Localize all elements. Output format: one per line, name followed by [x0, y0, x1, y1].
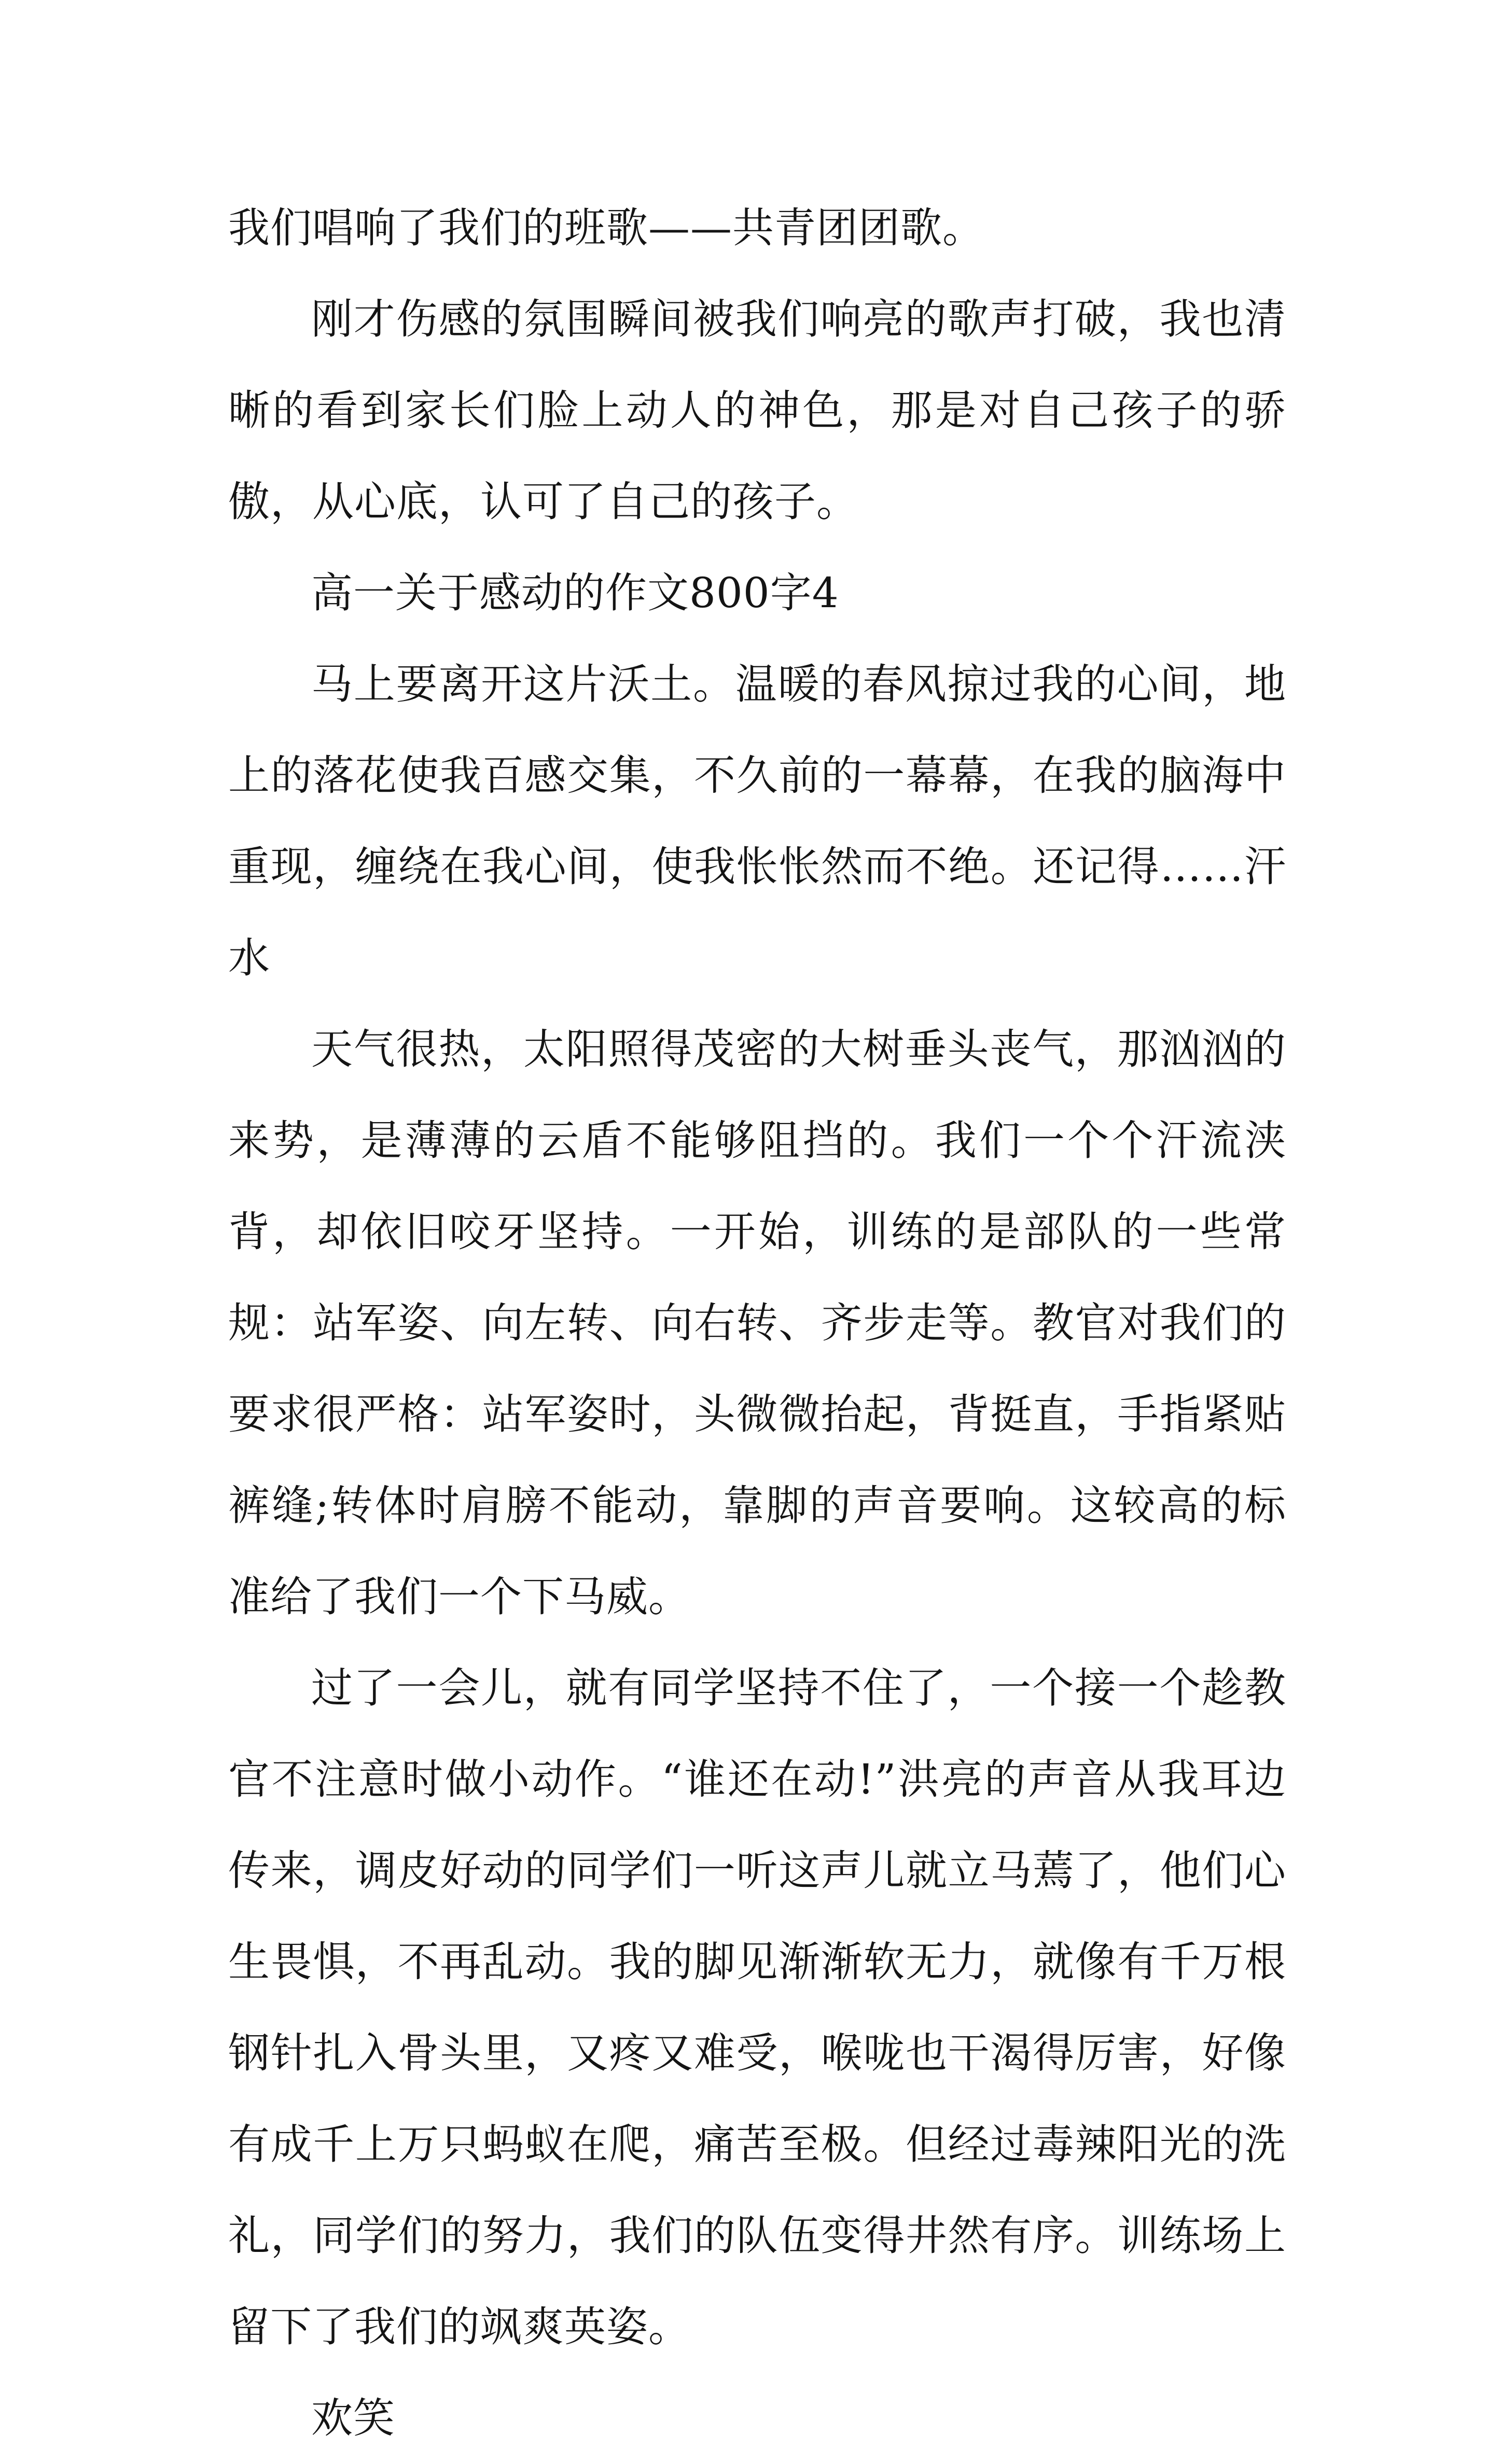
- paragraph-4: 天气很热，太阳照得茂密的大树垂头丧气，那汹汹的来势，是薄薄的云盾不能够阻挡的。我们一个个汗流浃背，却依旧咬牙坚持。一开始，训练的是部队的一些常规：站军姿、向左转、向右转、齐步走等。教官对我们的要求很严格：站军姿时，头微微抬起，背挺直，手指紧贴裤缝;转体时肩膀不能动，靠脚的声音要响。这较高的标准给了我们一个下马威。: [228, 1025, 1286, 1621]
- body-text: [228, 183, 1286, 2464]
- paragraph-1: 我们唱响了我们的班歌——共青团团歌。: [228, 204, 984, 252]
- paragraph-5: 过了一会儿，就有同学坚持不住了，一个接一个趁教官不注意时做小动作。“谁还在动!”洪亮的声音从我耳边传来，调皮好动的同学们一听这声儿就立马蔫了，他们心生畏惧，不再乱动。我的脚见渐渐软无力，就像有千万根钢针扎入骨头里，又疼又难受，喉咙也干渴得厉害，好像有成千上万只蚂蚁在爬，痛苦至极。但经过毒辣阳光的洗礼，同学们的努力，我们的队伍变得井然有序。训练场上留下了我们的飒爽英姿。: [228, 1664, 1286, 2351]
- paragraph-2: 刚才伤感的氛围瞬间被我们响亮的歌声打破，我也清晰的看到家长们脸上动人的神色，那是对自己孩子的骄傲，从心底，认可了自己的孩子。: [228, 295, 1286, 526]
- section-heading: 高一关于感动的作文800字4: [311, 569, 839, 617]
- paragraph-3: 马上要离开这片沃土。温暖的春风掠过我的心间，地上的落花使我百感交集，不久前的一幕幕，在我的脑海中重现，缠绕在我心间，使我怅怅然而不绝。还记得……汗水: [228, 660, 1286, 982]
- paragraph-6: 欢笑: [311, 2394, 395, 2442]
